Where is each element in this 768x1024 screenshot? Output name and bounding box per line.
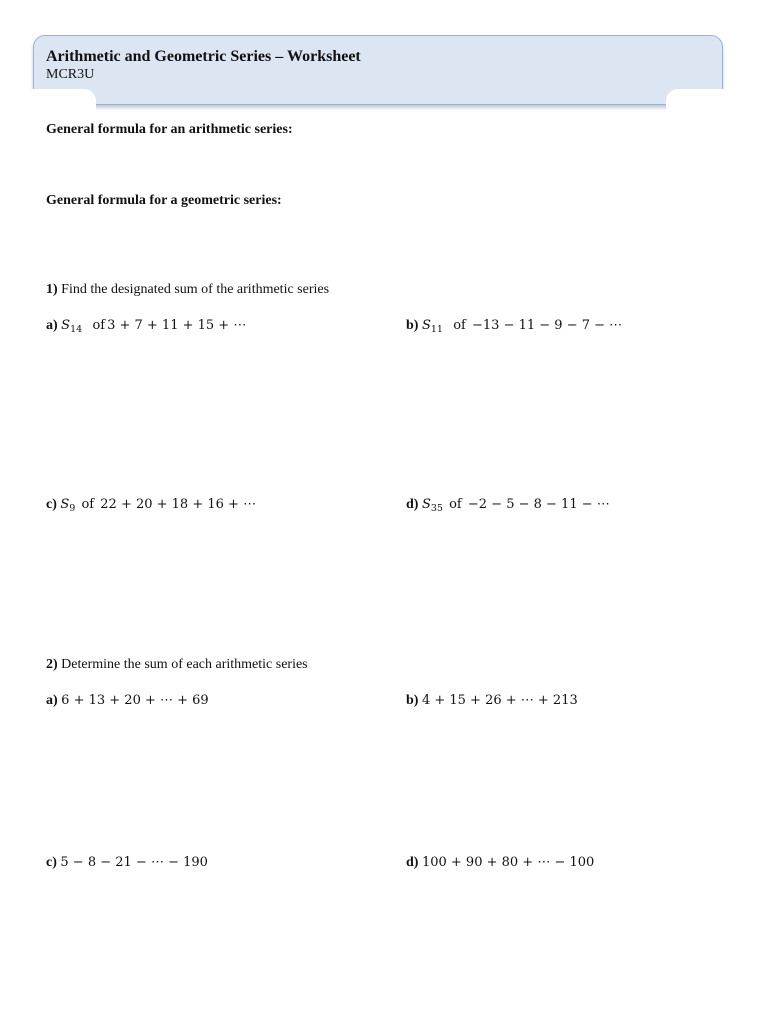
page-title: Arithmetic and Geometric Series – Worksheet xyxy=(46,48,361,65)
question-2b xyxy=(406,693,578,709)
question-1d xyxy=(406,497,610,513)
sum-symbol: S xyxy=(61,318,71,333)
of-word: of xyxy=(92,318,106,333)
header-notch-right xyxy=(666,89,728,113)
item-label: a) xyxy=(46,693,58,708)
sum-subscript: 11 xyxy=(430,324,443,335)
series-expression: −13 − 11 − 9 − 7 − ⋯ xyxy=(472,318,623,333)
series-expression: 22 + 20 + 18 + 16 + ⋯ xyxy=(100,497,257,512)
question-prompt: Determine the sum of each arithmetic series xyxy=(61,657,308,672)
item-label: c) xyxy=(46,855,57,870)
question-prompt: Find the designated sum of the arithmetic series xyxy=(61,282,330,297)
sum-subscript: 9 xyxy=(69,503,76,514)
of-word: of xyxy=(449,497,462,512)
item-label: a) xyxy=(46,318,58,333)
series-expression: 100 + 90 + 80 + ⋯ − 100 xyxy=(421,855,595,870)
sum-symbol: S xyxy=(421,318,431,333)
question-1b xyxy=(406,318,622,334)
item-math xyxy=(60,497,256,512)
question-1a xyxy=(46,318,246,334)
item-label: b) xyxy=(406,318,419,333)
header-notch-left xyxy=(30,89,96,113)
series-expression: 4 + 15 + 26 + ⋯ + 213 xyxy=(421,693,578,708)
series-expression: 6 + 13 + 20 + ⋯ + 69 xyxy=(61,693,209,708)
of-word: of xyxy=(453,318,466,333)
item-label: d) xyxy=(406,497,419,512)
question-2a xyxy=(46,693,209,709)
question-2c xyxy=(46,855,208,871)
series-expression: 3 + 7 + 11 + 15 + ⋯ xyxy=(107,318,247,333)
question-1 xyxy=(46,282,329,298)
item-label: c) xyxy=(46,497,57,512)
item-math xyxy=(422,318,622,333)
item-label: b) xyxy=(406,693,419,708)
arithmetic-formula-heading: General formula for an arithmetic series: xyxy=(46,122,293,137)
question-number: 2) xyxy=(46,657,58,672)
series-expression: −2 − 5 − 8 − 11 − ⋯ xyxy=(467,497,610,512)
worksheet-header-band xyxy=(33,35,723,105)
item-math xyxy=(61,318,246,333)
of-word: of xyxy=(81,497,95,512)
sum-symbol: S xyxy=(421,497,431,512)
item-label: d) xyxy=(406,855,419,870)
item-math xyxy=(422,497,610,512)
question-2d xyxy=(406,855,594,871)
geometric-formula-heading: General formula for a geometric series: xyxy=(46,193,282,208)
course-code: MCR3U xyxy=(46,67,95,82)
question-1c xyxy=(46,497,256,513)
sum-subscript: 14 xyxy=(70,324,83,335)
question-2 xyxy=(46,657,308,673)
sum-symbol: S xyxy=(60,497,70,512)
question-number: 1) xyxy=(46,282,58,297)
series-expression: 5 − 8 − 21 − ⋯ − 190 xyxy=(60,855,208,870)
sum-subscript: 35 xyxy=(430,503,443,514)
